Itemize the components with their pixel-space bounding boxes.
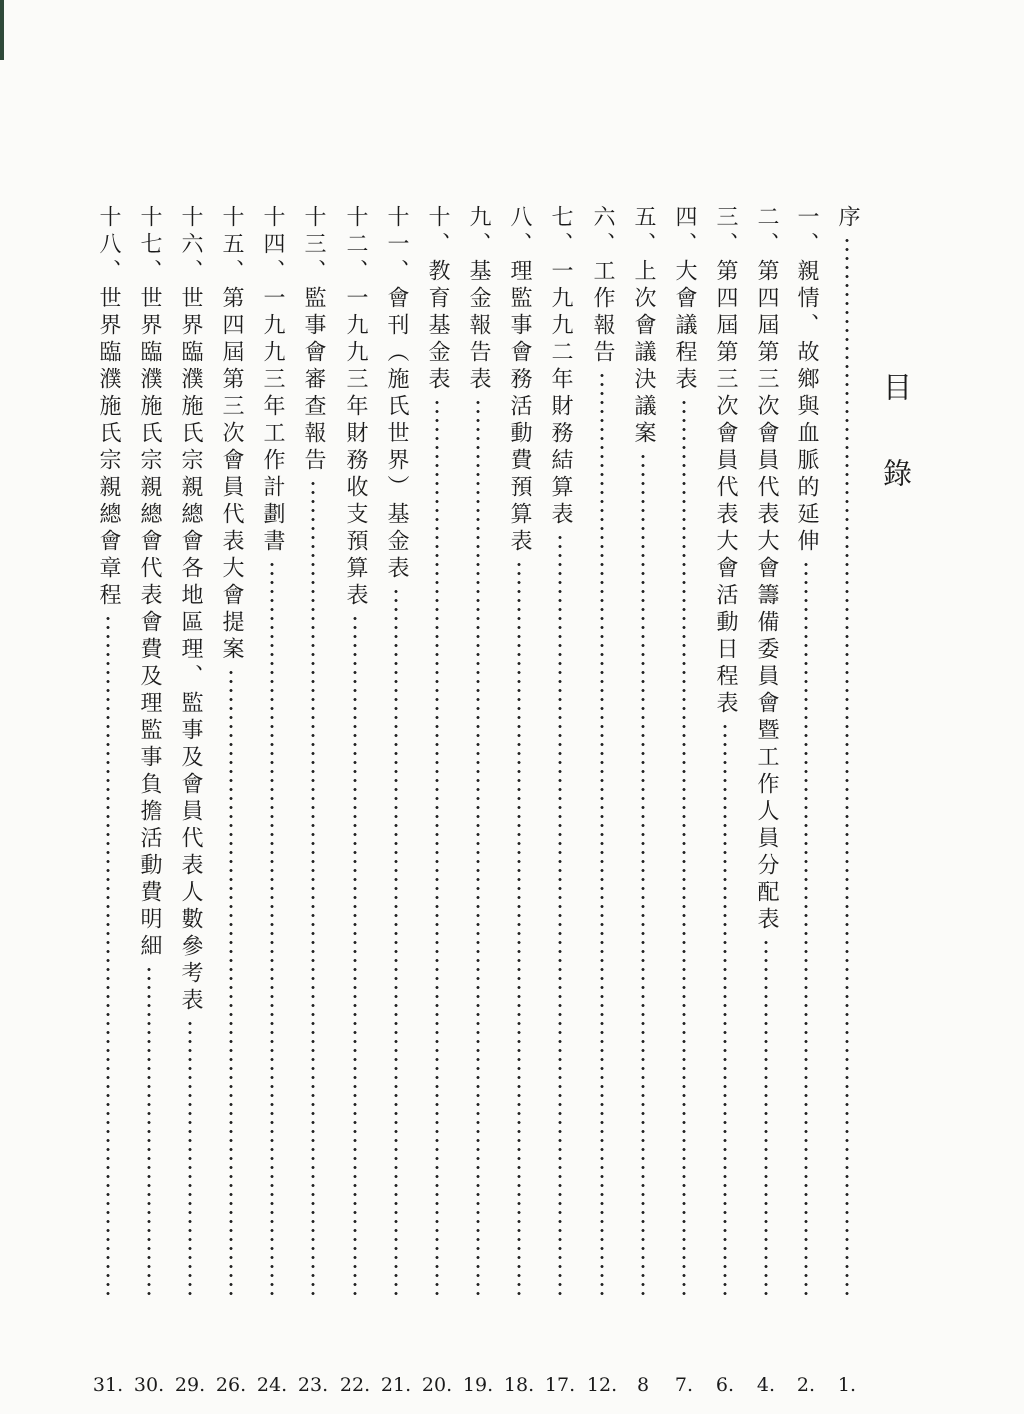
- toc-entry[interactable]: [504, 205, 534, 1297]
- toc-entry[interactable]: [257, 205, 287, 1297]
- toc-entry-label: 十八、世界臨濮施氏宗親總會章程: [96, 205, 121, 610]
- toc-entry[interactable]: [587, 205, 617, 1297]
- toc-entry[interactable]: [298, 205, 328, 1297]
- toc-page-number: 12.: [586, 1374, 618, 1396]
- toc-entry[interactable]: [422, 205, 452, 1297]
- dot-leader: [435, 398, 439, 1297]
- toc-entry[interactable]: [545, 205, 575, 1297]
- dot-leader: [682, 398, 686, 1297]
- toc-entry-label: 三、第四屆第三次會員代表大會活動日程表: [713, 205, 738, 718]
- toc-entry-label: 二、第四屆第三次會員代表大會籌備委員會暨工作人員分配表: [754, 205, 779, 934]
- toc-page-number: 18.: [503, 1374, 535, 1396]
- toc-entry-label: 序: [835, 205, 860, 232]
- toc-page-number: 30.: [133, 1374, 165, 1396]
- dot-leader: [353, 614, 357, 1297]
- toc-entry-label: 十二、一九九三年財務收支預算表: [343, 205, 368, 610]
- toc-entry-label: 八、理監事會務活動費預算表: [507, 205, 532, 556]
- toc-entry-label: 十五、第四屆第三次會員代表大會提案: [219, 205, 244, 664]
- toc-entry-label: 一、親情、故鄉與血脈的延伸: [794, 205, 819, 556]
- toc-entry-label: 十七、世界臨濮施氏宗親總會代表會費及理監事負擔活動費明細: [137, 205, 162, 961]
- dot-leader: [188, 1019, 192, 1297]
- toc-entry-label: 十四、一九九三年工作計劃書: [260, 205, 285, 556]
- toc-entry-label: 九、基金報告表: [466, 205, 491, 394]
- toc-page-number: 1.: [837, 1374, 857, 1396]
- dot-leader: [311, 479, 315, 1297]
- toc-page-number: 19.: [462, 1374, 494, 1396]
- dot-leader: [764, 938, 768, 1297]
- toc-entry[interactable]: [463, 205, 493, 1297]
- toc-page-number: 21.: [380, 1374, 412, 1396]
- toc-entry[interactable]: [669, 205, 699, 1297]
- toc-entry[interactable]: [216, 205, 246, 1297]
- dot-leader: [517, 560, 521, 1297]
- toc-entry-label: 十三、監事會審查報告: [301, 205, 326, 475]
- dot-leader: [845, 236, 849, 1297]
- toc-page-number: 29.: [174, 1374, 206, 1396]
- dot-leader: [641, 452, 645, 1297]
- toc-entry[interactable]: [710, 205, 740, 1297]
- toc-page-number: 23.: [297, 1374, 329, 1396]
- toc-page-number: 20.: [421, 1374, 453, 1396]
- dot-leader: [394, 587, 398, 1297]
- toc-page-number: 31.: [92, 1374, 124, 1396]
- toc-entry-label: 四、大會議程表: [672, 205, 697, 394]
- toc-entry-label: 十六、世界臨濮施氏宗親總會各地區理、監事及會員代表人數參考表: [178, 205, 203, 1015]
- toc-page-number: 8: [636, 1374, 650, 1396]
- toc-entry[interactable]: [751, 205, 781, 1297]
- toc-entry-label: 六、工作報告: [590, 205, 615, 367]
- dot-leader: [558, 533, 562, 1297]
- dot-leader: [147, 965, 151, 1297]
- dot-leader: [229, 668, 233, 1297]
- dot-leader: [600, 371, 604, 1297]
- toc-entry[interactable]: [381, 205, 411, 1297]
- toc-entry-label: 十一、會刊（施氏世界）基金表: [384, 205, 409, 583]
- toc-page-number: 17.: [544, 1374, 576, 1396]
- toc-entry[interactable]: [791, 205, 821, 1297]
- dot-leader: [106, 614, 110, 1297]
- toc-page-number: 26.: [215, 1374, 247, 1396]
- dot-leader: [723, 722, 727, 1297]
- toc-entry-label: 十、教育基金表: [425, 205, 450, 394]
- toc-entry-label: 五、上次會議決議案: [631, 205, 656, 448]
- page-title: 目 錄: [879, 372, 913, 512]
- toc-page-number: 4.: [756, 1374, 776, 1396]
- toc-page-number: 24.: [256, 1374, 288, 1396]
- toc-page-number: 6.: [715, 1374, 735, 1396]
- toc-entry[interactable]: [93, 205, 123, 1297]
- toc-entry[interactable]: [175, 205, 205, 1297]
- toc-page-number: 22.: [339, 1374, 371, 1396]
- dot-leader: [270, 560, 274, 1297]
- toc-page-number: 2.: [796, 1374, 816, 1396]
- dot-leader: [804, 560, 808, 1297]
- toc-entry-label: 七、一九九二年財務結算表: [548, 205, 573, 529]
- toc-page-number: 7.: [674, 1374, 694, 1396]
- toc-entry[interactable]: [340, 205, 370, 1297]
- toc-entry[interactable]: [832, 205, 862, 1297]
- toc-entry[interactable]: [134, 205, 164, 1297]
- dot-leader: [476, 398, 480, 1297]
- toc-entry[interactable]: [628, 205, 658, 1297]
- binding-edge: [0, 0, 4, 60]
